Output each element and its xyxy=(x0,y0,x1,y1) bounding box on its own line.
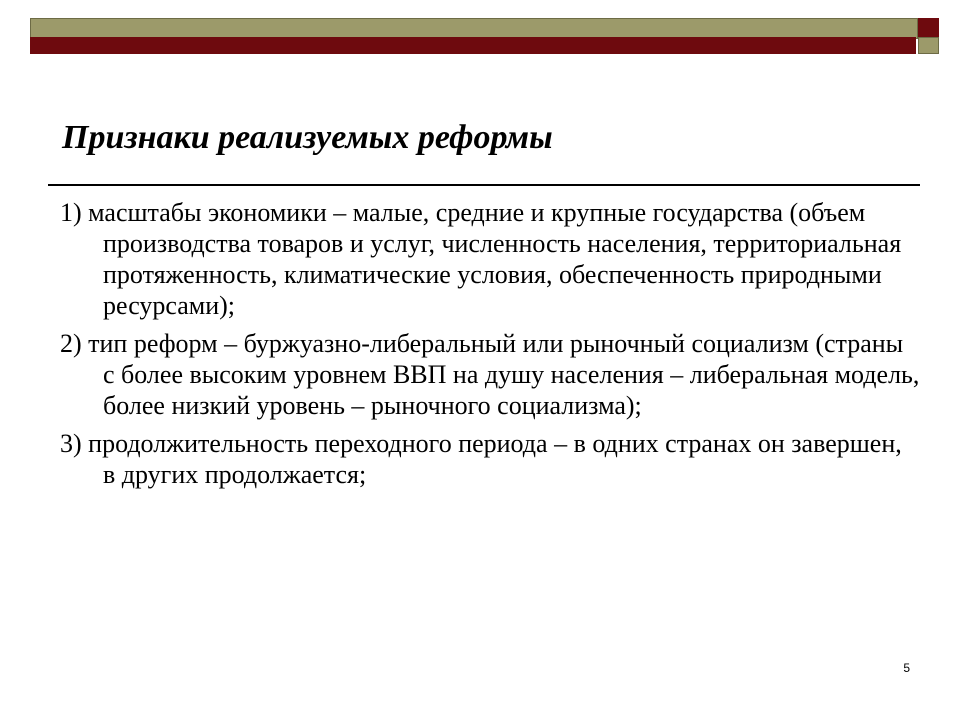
corner-square-olive xyxy=(918,37,939,54)
title-divider xyxy=(48,184,920,186)
slide-title: Признаки реализуемых реформы xyxy=(62,119,553,156)
list-item-3: 3) продолжительность переходного периода – в одних странах он завершен, в других продолжается; xyxy=(60,429,902,489)
slide-content xyxy=(60,197,920,497)
header-bar-olive xyxy=(30,18,918,39)
corner-square-maroon xyxy=(918,18,939,37)
page-number: 5 xyxy=(903,661,910,675)
list-item-1: 1) масштабы экономики – малые, средние и крупные государства (объем производства товаров и услуг, численность населения, территориальная протяженность, климатические условия, обеспеченность природными ресурсами); xyxy=(60,198,902,320)
list-item-2: 2) тип реформ – буржуазно-либеральный или рыночный социализм (страны с более высоким уровнем ВВП на душу населения – либеральная модель, более низкий уровень – рыночного социализма); xyxy=(60,329,920,420)
header-bar-maroon xyxy=(30,37,916,54)
